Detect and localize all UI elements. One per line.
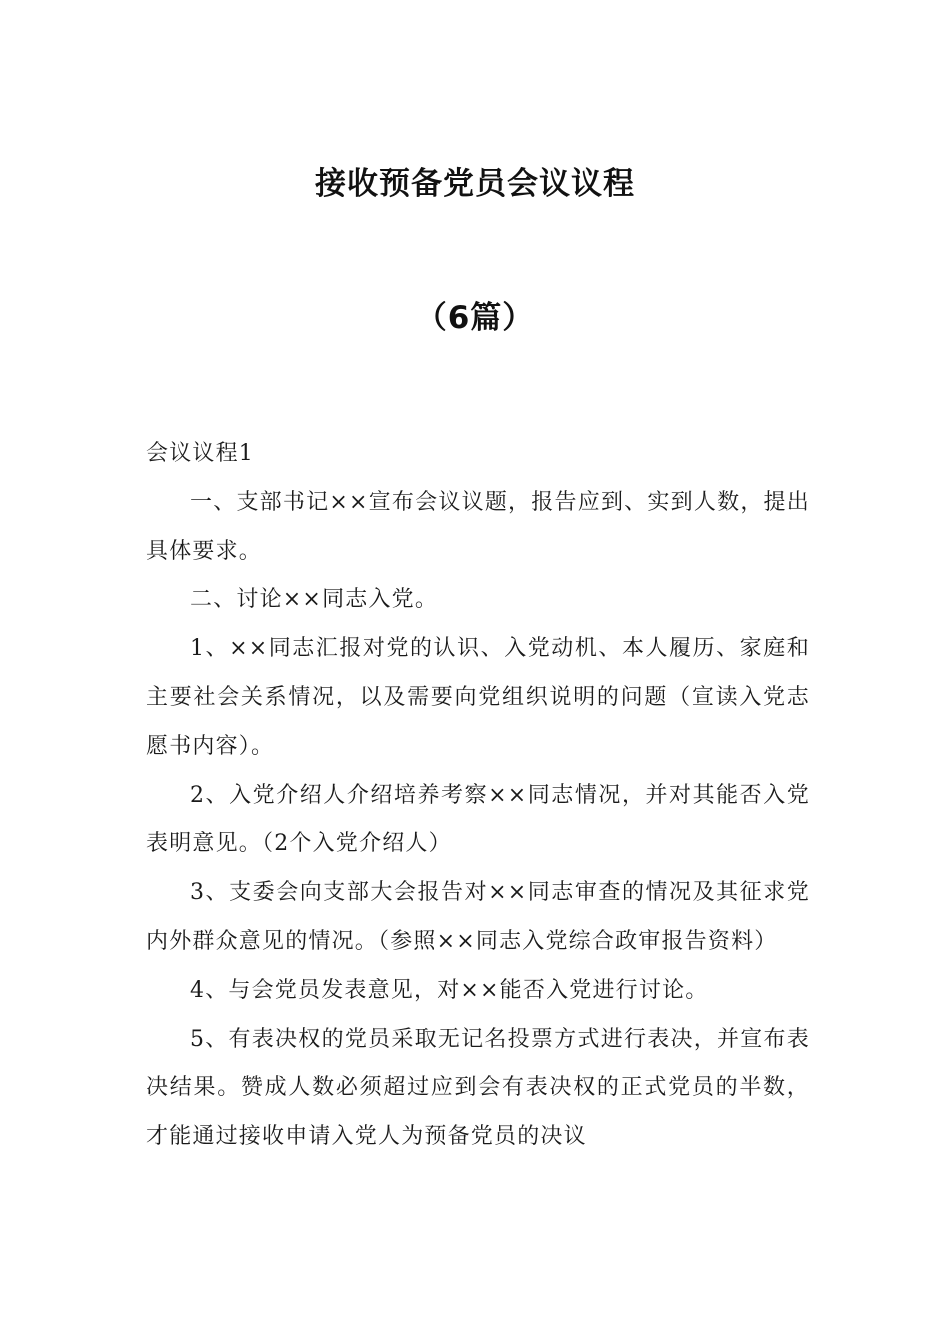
- document-subtitle: （6篇）: [415, 300, 535, 336]
- paragraph: 二、讨论××同志入党。: [190, 587, 439, 613]
- section-heading: 会议议程1: [146, 441, 254, 466]
- document-title: 接收预备党员会议议程: [315, 166, 635, 202]
- paragraph: 2、入党介绍人介绍培养考察××同志情况，并对其能否入党表明意见。（2个入党介绍人）: [146, 782, 810, 857]
- paragraph: 3、支委会向支部大会报告对××同志审查的情况及其征求党内外群众意见的情况。（参照××同志入党综合政审报告资料）: [146, 880, 810, 954]
- paragraph: 5、有表决权的党员采取无记名投票方式进行表决，并宣布表决结果。赞成人数必须超过应到会有表决权的正式党员的半数，才能通过接收申请入党人为预备党员的决议: [146, 1026, 810, 1150]
- paragraph: 一、支部书记××宣布会议议题，报告应到、实到人数，提出具体要求。: [146, 489, 810, 564]
- paragraph: 1、××同志汇报对党的认识、入党动机、本人履历、家庭和主要社会关系情况，以及需要向党组织说明的问题（宣读入党志愿书内容）。: [146, 636, 810, 759]
- document-body: [146, 430, 810, 1162]
- paragraph: 4、与会党员发表意见，对××能否入党进行讨论。: [190, 977, 709, 1003]
